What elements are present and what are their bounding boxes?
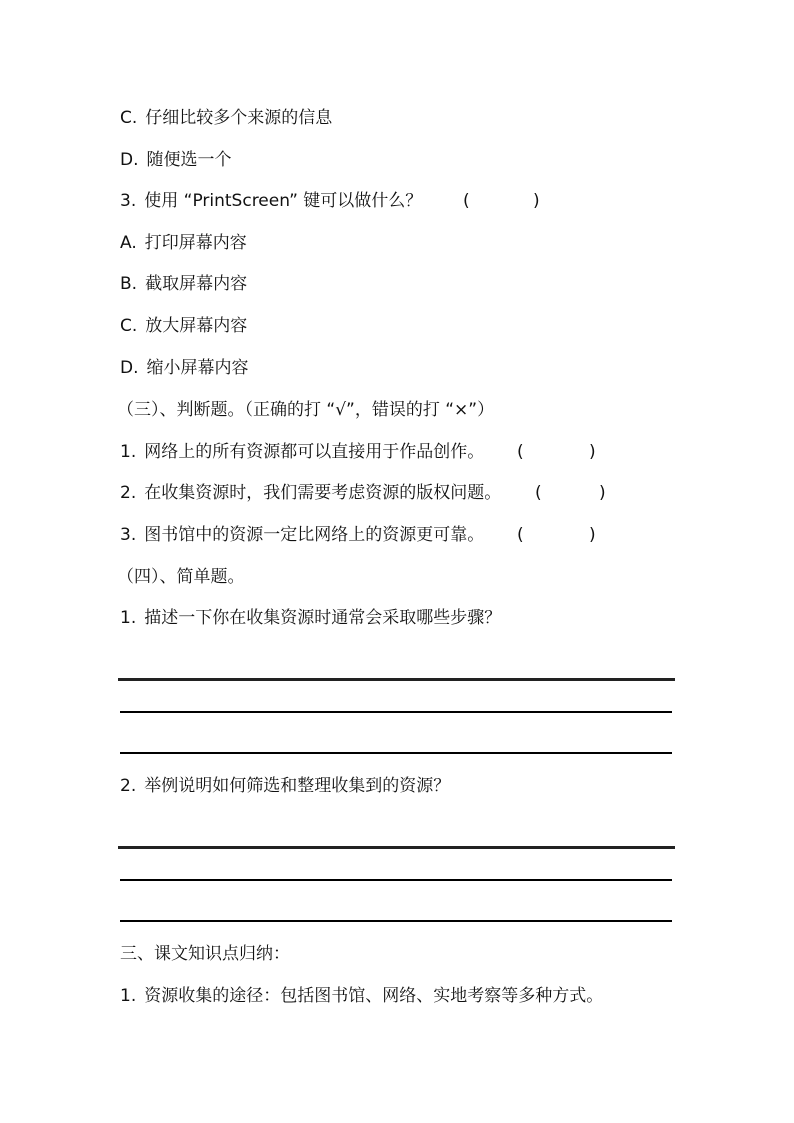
- truefalse-item-3: [120, 524, 484, 546]
- answer-line: [118, 846, 675, 849]
- answer-open-paren: (: [517, 442, 524, 462]
- option-c: [120, 315, 247, 337]
- option-letter: C.: [120, 316, 138, 336]
- summary-item-1: [120, 985, 603, 1007]
- question-3: [120, 190, 422, 212]
- option-text: 截取屏幕内容: [145, 274, 248, 294]
- question-text: 使用 “PrintScreen” 键可以做什么？: [144, 191, 423, 211]
- section-heading-summary: 三、课文知识点归纳：: [120, 944, 290, 964]
- answer-line: [120, 879, 672, 881]
- item-number: 1.: [120, 986, 137, 1006]
- item-text: 描述一下你在收集资源时通常会采取哪些步骤？: [144, 608, 502, 628]
- item-text: 在收集资源时，我们需要考虑资源的版权问题。: [144, 483, 502, 503]
- answer-line: [120, 711, 672, 713]
- option-d: [120, 149, 232, 171]
- option-text: 随便选一个: [146, 150, 232, 170]
- item-number: 2.: [120, 483, 137, 503]
- option-letter: C.: [120, 108, 138, 128]
- section-heading-short-answer: （四）、简单题。: [117, 567, 245, 587]
- item-number: 2.: [120, 776, 137, 796]
- option-letter: A.: [120, 233, 137, 253]
- option-letter: B.: [120, 274, 138, 294]
- option-text: 放大屏幕内容: [145, 316, 248, 336]
- item-text: 网络上的所有资源都可以直接用于作品创作。: [144, 442, 485, 462]
- item-number: 1.: [120, 608, 137, 628]
- item-text: 举例说明如何筛选和整理收集到的资源？: [144, 776, 451, 796]
- truefalse-item-2: [120, 482, 501, 504]
- answer-close-paren: ): [533, 191, 540, 211]
- option-text: 打印屏幕内容: [144, 233, 247, 253]
- answer-open-paren: (: [463, 191, 470, 211]
- option-text: 仔细比较多个来源的信息: [145, 108, 333, 128]
- item-number: 3.: [120, 525, 137, 545]
- answer-open-paren: (: [535, 483, 542, 503]
- option-letter: D.: [120, 150, 139, 170]
- option-d: [120, 357, 249, 379]
- truefalse-item-1: [120, 441, 484, 463]
- option-c: [120, 107, 332, 129]
- answer-line: [120, 752, 672, 754]
- answer-line: [118, 678, 675, 681]
- option-text: 缩小屏幕内容: [146, 358, 249, 378]
- question-number: 3.: [120, 191, 137, 211]
- answer-open-paren: (: [517, 525, 524, 545]
- section-heading-truefalse: （三）、判断题。（正确的打 “√”，错误的打 “×”）: [117, 400, 495, 420]
- option-b: [120, 273, 247, 295]
- short-answer-question-1: [120, 607, 501, 629]
- item-number: 1.: [120, 442, 137, 462]
- short-answer-question-2: [120, 775, 450, 797]
- item-text: 图书馆中的资源一定比网络上的资源更可靠。: [144, 525, 485, 545]
- item-text: 资源收集的途径：包括图书馆、网络、实地考察等多种方式。: [144, 986, 604, 1006]
- answer-close-paren: ): [589, 525, 596, 545]
- option-letter: D.: [120, 358, 139, 378]
- answer-close-paren: ): [599, 483, 606, 503]
- answer-close-paren: ): [589, 442, 596, 462]
- option-a: [120, 232, 247, 254]
- answer-line: [120, 920, 672, 922]
